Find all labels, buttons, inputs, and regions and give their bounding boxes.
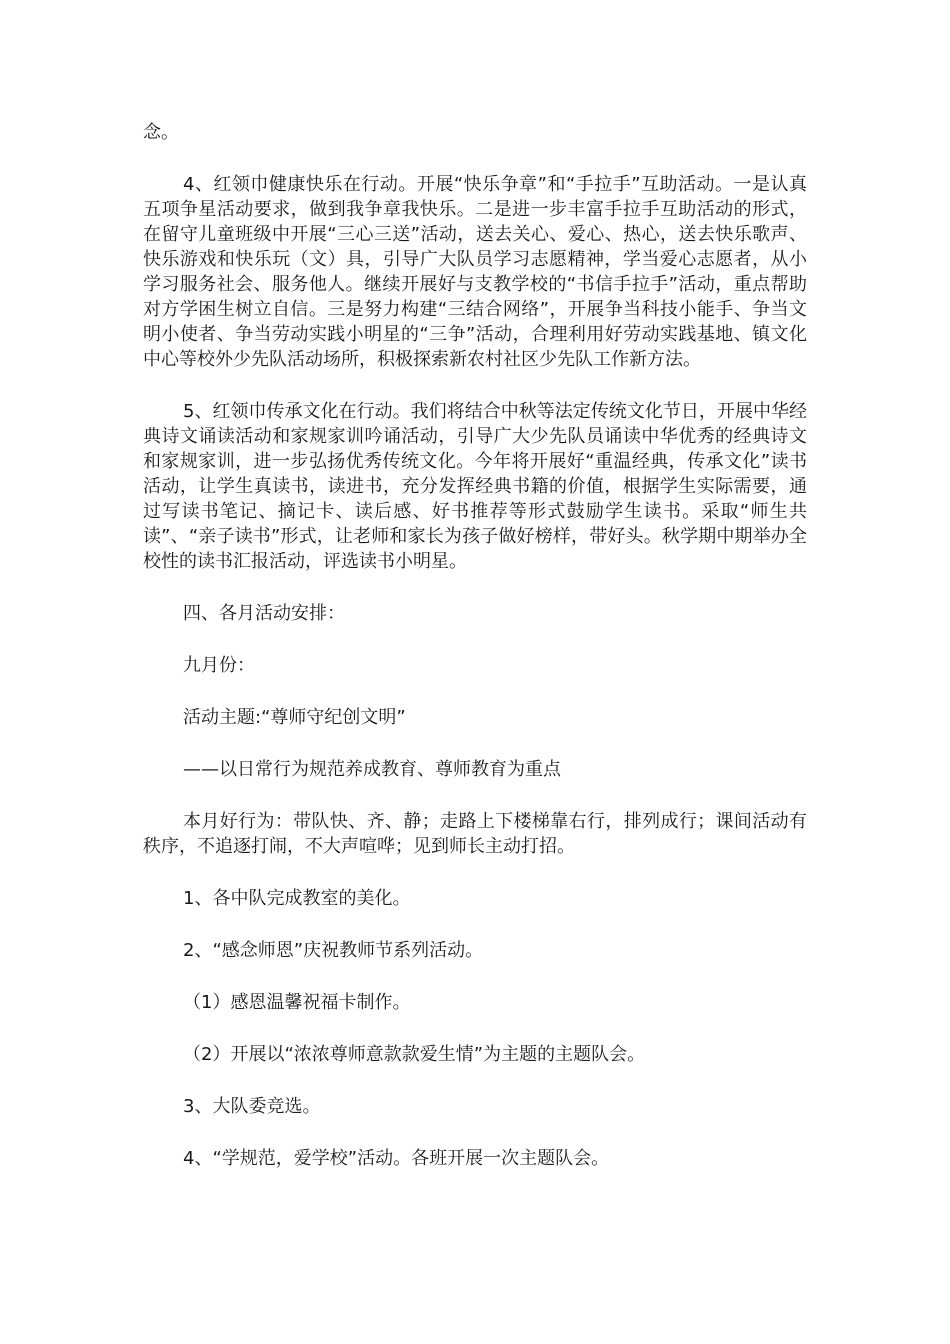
activity-focus: ——以日常行为规范养成教育、尊师教育为重点	[183, 759, 561, 780]
paragraph-spacer	[143, 1119, 807, 1146]
good-behavior-paragraph: 本月好行为：带队快、齐、静；走路上下楼梯靠右行，排列成行；课间活动有秩序，不追逐打闹，不大声喧哗；见到师长主动打招。	[143, 811, 807, 857]
paragraph-item-5: 5、红领巾传承文化在行动。我们将结合中秋等法定传统文化节日，开展中华经典诗文诵读活动和家规家训吟诵活动，引导广大少先队员诵读中华优秀的经典诗文和家规家训，进一步弘扬优秀传统文化。今年将开展好“重温经典，传承文化”读书活动，让学生真读书，读进书，充分发挥经典书籍的价值，根据学生实际需要，通过写读书笔记、摘记卡、读后感、好书推荐等形式鼓励学生读书。采取“师生共读”、“亲子读书”形式，让老师和家长为孩子做好榜样，带好头。秋学期中期举办全校性的读书汇报活动，评选读书小明星。	[143, 401, 807, 572]
document-body	[143, 120, 807, 1171]
paragraph-spacer	[143, 963, 807, 990]
activity-theme: 活动主题:“尊师守纪创文明”	[183, 707, 406, 728]
paragraph-spacer	[143, 1067, 807, 1094]
paragraph-spacer	[143, 145, 807, 172]
list-item-4: 4、“学规范，爱学校”活动。各班开展一次主题队会。	[183, 1148, 610, 1169]
month-heading-september: 九月份：	[183, 655, 255, 676]
paragraph-spacer	[143, 730, 807, 757]
paragraph-spacer	[143, 911, 807, 938]
sub-item-1: （1）感恩温馨祝福卡制作。	[183, 992, 411, 1013]
paragraph-spacer	[143, 372, 807, 399]
list-item-3: 3、大队委竞选。	[183, 1096, 321, 1117]
paragraph-continuation: 念。	[143, 122, 179, 143]
paragraph-spacer	[143, 859, 807, 886]
sub-item-2: （2）开展以“浓浓尊师意款款爱生情”为主题的主题队会。	[183, 1044, 646, 1065]
paragraph-spacer	[143, 782, 807, 809]
paragraph-spacer	[143, 574, 807, 601]
list-item-1: 1、各中队完成教室的美化。	[183, 888, 411, 909]
list-item-2: 2、“感念师恩”庆祝教师节系列活动。	[183, 940, 484, 961]
paragraph-spacer	[143, 626, 807, 653]
paragraph-spacer	[143, 1015, 807, 1042]
paragraph-spacer	[143, 678, 807, 705]
paragraph-item-4: 4、红领巾健康快乐在行动。开展“快乐争章”和“手拉手”互助活动。一是认真五项争星活动要求，做到我争章我快乐。二是进一步丰富手拉手互助活动的形式，在留守儿童班级中开展“三心三送”活动，送去关心、爱心、热心，送去快乐歌声、快乐游戏和快乐玩（文）具，引导广大队员学习志愿精神，学当爱心志愿者，从小学习服务社会、服务他人。继续开展好与支教学校的“书信手拉手”活动，重点帮助对方学困生树立自信。三是努力构建“三结合网络”，开展争当科技小能手、争当文明小使者、争当劳动实践小明星的“三争”活动，合理利用好劳动实践基地、镇文化中心等校外少先队活动场所，积极探索新农村社区少先队工作新方法。	[143, 174, 807, 370]
section-heading-monthly-plan: 四、各月活动安排：	[183, 603, 345, 624]
